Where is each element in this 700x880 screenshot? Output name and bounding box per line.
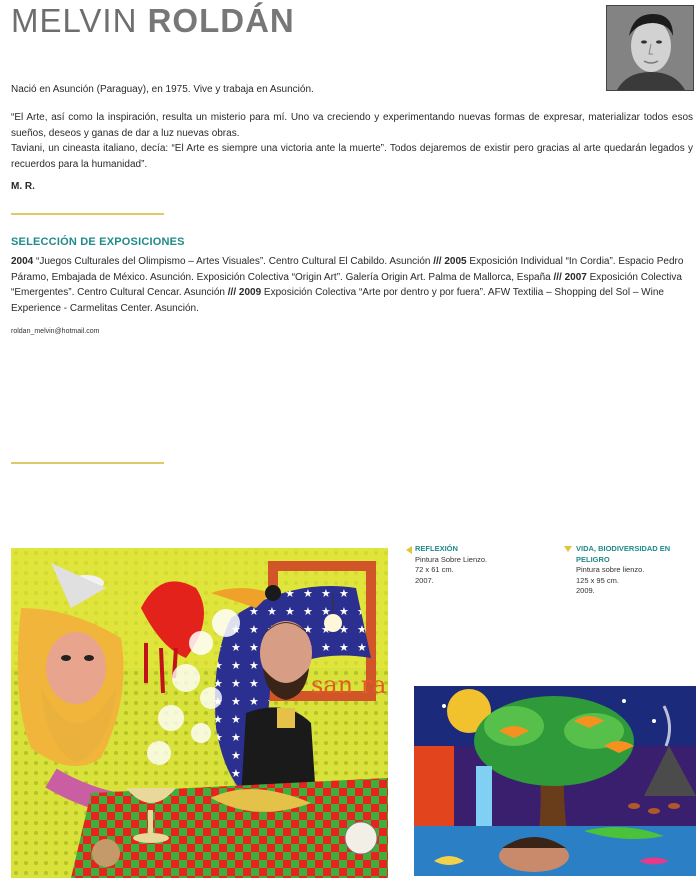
artwork-year: 2007. bbox=[415, 575, 434, 585]
artwork-vida-biodiversidad bbox=[414, 686, 696, 876]
quote-paragraph: “El Arte, así como la inspiración, resulta un misterio para mí. Uno va creciendo y experimentando nuevas formas de expresar, materializar todos esos sueños, deseos y ganas de dar a luz nuevas obras. bbox=[11, 112, 693, 139]
painting-lettering: san ra bbox=[311, 671, 387, 699]
year: 2004 bbox=[11, 256, 34, 267]
separator: /// bbox=[227, 287, 237, 298]
separator: /// bbox=[553, 271, 562, 283]
artwork-size: 125 x 95 cm. bbox=[576, 575, 619, 585]
artwork-year: 2009. bbox=[576, 586, 595, 595]
artwork-reflexion bbox=[11, 548, 388, 878]
artwork-medium: Pintura Sobre Lienzo. bbox=[415, 554, 488, 564]
exhibition-text: Exposición Colectiva “Emergentes”. Centro Cultural Cencar. Asunción bbox=[11, 271, 682, 298]
artwork-title: VIDA, BIODIVERSIDAD EN PELIGRO bbox=[576, 544, 671, 564]
divider bbox=[11, 213, 164, 215]
artist-first-name: MELVIN bbox=[11, 2, 138, 39]
artwork-size: 72 x 61 cm. bbox=[415, 565, 454, 574]
bio-text: Nació en Asunción (Paraguay), en 1975. Vive y trabaja en Asunción. bbox=[11, 84, 314, 95]
year: 2009 bbox=[236, 287, 262, 298]
contact-email[interactable]: roldan_melvin@hotmail.com bbox=[11, 328, 100, 335]
separator: /// bbox=[433, 256, 442, 267]
artwork-title: REFLEXIÓN bbox=[415, 544, 458, 553]
signature: M. R. bbox=[11, 181, 35, 192]
artist-name bbox=[11, 2, 295, 40]
exhibition-text: “Juegos Culturales del Olimpismo – Artes Visuales”. Centro Cultural El Cabildo. Asunción bbox=[33, 256, 434, 267]
year: 2007 bbox=[561, 271, 587, 283]
divider bbox=[11, 462, 164, 464]
section-title: SELECCIÓN DE EXPOSICIONES bbox=[11, 236, 185, 248]
exhibition-text: Exposición Individual “In Cordia”. Espacio Pedro Páramo, Embajada de México. Asunción. Exposición Colectiva “Origin Art”. Galería Origin Art. Palma de Mallorca, España bbox=[11, 256, 684, 283]
artwork-medium: Pintura sobre lienzo. bbox=[576, 565, 645, 574]
quote-paragraph: Taviani, un cineasta italiano, decía: “El Arte es siempre una victoria ante la muerte”. Todos dejaremos de existir pero gracias al arte quedarán legados y recuerdos para la humanidad”. bbox=[11, 143, 693, 170]
artwork-caption bbox=[415, 544, 487, 586]
down-arrow-icon bbox=[564, 546, 572, 552]
exhibition-list bbox=[11, 254, 691, 316]
artist-quote bbox=[11, 110, 693, 172]
left-arrow-icon bbox=[406, 546, 412, 554]
artwork-caption bbox=[576, 544, 700, 597]
year: 2005 bbox=[441, 256, 467, 267]
artist-portrait bbox=[606, 5, 694, 91]
exhibition-text: Exposición Colectiva “Arte por dentro y por fuera”. AFW Textilia – Shopping del Sol – Wine Experience - Carmelitas Center. Asunción. bbox=[11, 287, 664, 314]
artist-last-name: ROLDÁN bbox=[147, 2, 295, 39]
